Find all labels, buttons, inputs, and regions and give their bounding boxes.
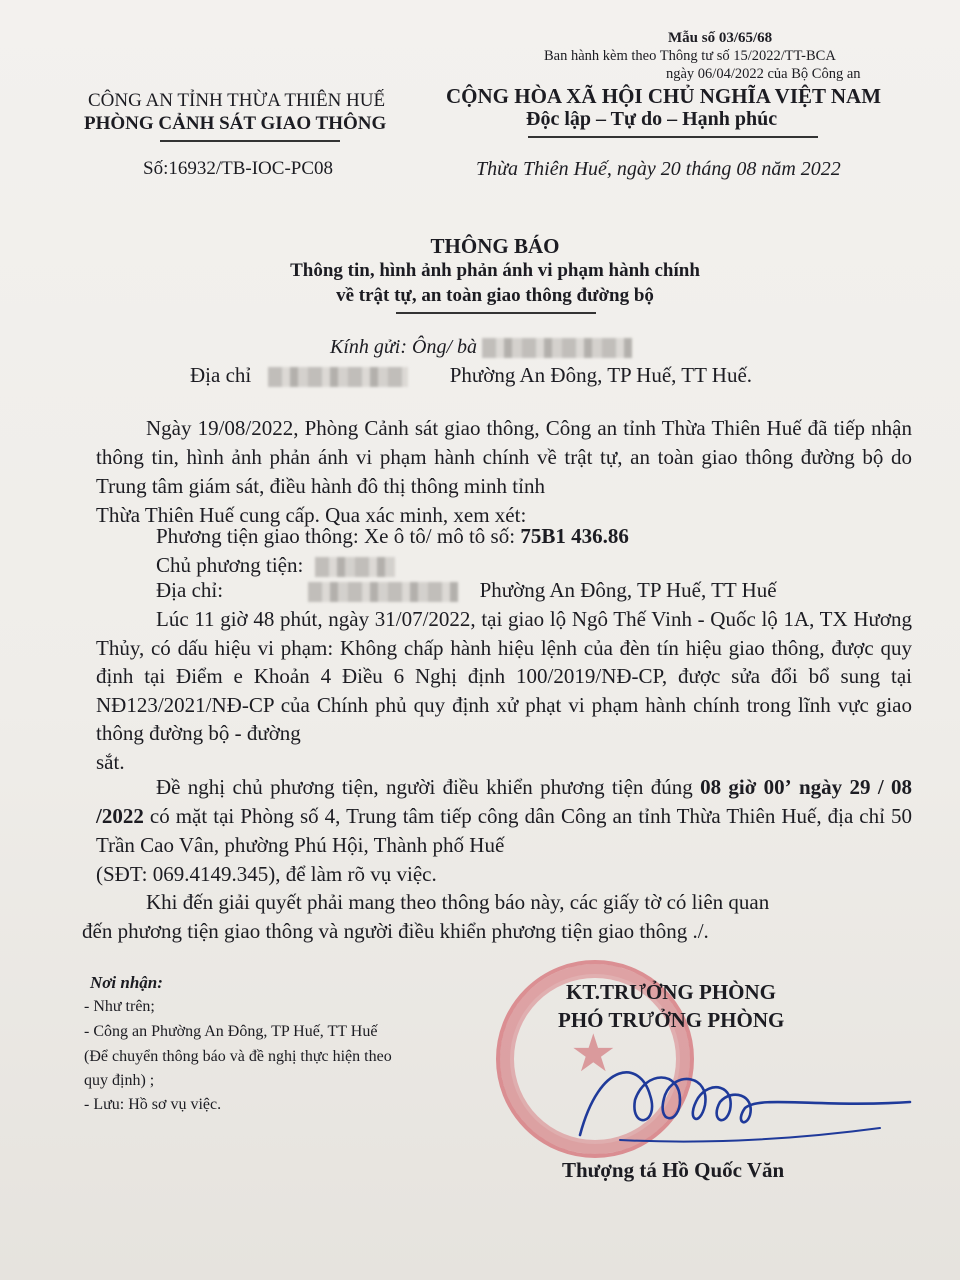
greeting	[330, 336, 632, 359]
recipient-address	[190, 363, 752, 388]
signature-title-1: KT.TRƯỞNG PHÒNG	[566, 980, 776, 1004]
form-issued-line1: Ban hành kèm theo Thông tư số 15/2022/TT-BCA	[544, 48, 836, 64]
vehicle-plate: 75B1 436.86	[520, 524, 629, 548]
signer-name: Thượng tá Hồ Quốc Văn	[562, 1158, 785, 1182]
notice-subtitle-1: Thông tin, hình ảnh phản ánh vi phạm hành chính	[290, 260, 700, 281]
redacted-name	[482, 338, 632, 358]
redacted-owner-address	[308, 582, 458, 602]
paragraph-2-text: Lúc 11 giờ 48 phút, ngày 31/07/2022, tại giao lộ Ngô Thế Vinh - Quốc lộ 1A, TX Hương Thủy, có dấu hiệu vi phạm: Không chấp hành hiệu lệnh của đèn tín hiệu giao thông, được quy định tại Điểm e Khoản 4 Điều 6 Nghị định 100/2019/NĐ-CP, được sửa đổi bổ sung tại NĐ123/2021/NĐ-CP của Chính phủ quy định xử phạt vi phạm hành chính trong lĩnh vực giao thông đường bộ - đường	[96, 607, 912, 745]
stamp-star-icon: ★	[570, 1026, 617, 1083]
owner-address-line	[156, 578, 777, 603]
document-number: Số:16932/TB-IOC-PC08	[143, 158, 334, 179]
nation-title: CỘNG HÒA XÃ HỘI CHỦ NGHĨA VIỆT NAM	[446, 84, 882, 108]
owner-address-label: Địa chỉ:	[156, 578, 224, 602]
paragraph-4-last: đến phương tiện giao thông và người điều khiển phương tiện giao thông ./.	[82, 919, 709, 943]
owner-line	[156, 553, 395, 578]
greeting-text: Kính gửi: Ông/ bà	[330, 336, 478, 358]
vehicle-line	[156, 524, 629, 549]
paragraph-2-last: sắt.	[96, 749, 125, 774]
owner-address-value: Phường An Đông, TP Huế, TT Huế	[479, 578, 777, 602]
recipients-item-5: - Lưu: Hồ sơ vụ việc.	[84, 1096, 222, 1113]
owner-label: Chủ phương tiện:	[156, 553, 304, 577]
handwritten-signature	[560, 1040, 920, 1150]
paragraph-1-text: Ngày 19/08/2022, Phòng Cảnh sát giao thông, Công an tỉnh Thừa Thiên Huế đã tiếp nhận thông tin, hình ảnh phản ánh vi phạm hành chính về trật tự, an toàn giao thông đường bộ do Trung tâm giám sát, điều hành đô thị thông minh tỉnh	[96, 416, 912, 498]
place-date: Thừa Thiên Huế, ngày 20 tháng 08 năm 2022	[476, 158, 841, 180]
org-name-2: PHÒNG CẢNH SÁT GIAO THÔNG	[84, 113, 387, 134]
redacted-address	[268, 367, 408, 387]
recipients-item-2: - Công an Phường An Đông, TP Huế, TT Huế	[84, 1023, 378, 1040]
notice-subtitle-2: về trật tự, an toàn giao thông đường bộ	[336, 285, 654, 306]
paragraph-3	[96, 773, 912, 889]
paragraph-1-last: Thừa Thiên Huế cung cấp. Qua xác minh, xem xét:	[96, 503, 527, 527]
recipients-item-1: - Như trên;	[84, 998, 155, 1015]
recipients-item-4: quy định) ;	[84, 1072, 155, 1089]
paragraph-1	[96, 414, 912, 530]
paragraph-4: Khi đến giải quyết phải mang theo thông báo này, các giấy tờ có liên quan	[146, 890, 770, 914]
org-name-1: CÔNG AN TỈNH THỪA THIÊN HUẾ	[88, 90, 386, 111]
paragraph-2	[96, 605, 912, 776]
org-underline	[160, 140, 340, 142]
nation-motto: Độc lập – Tự do – Hạnh phúc	[526, 108, 778, 130]
paragraph-3-a: Đề nghị chủ phương tiện, người điều khiển phương tiện đúng	[156, 775, 701, 799]
form-code: Mẫu số 03/65/68	[668, 30, 773, 46]
appointment-date: ngày 29 / 08 /2022	[96, 775, 912, 828]
paragraph-3-last: (SĐT: 069.4149.345), để làm rõ vụ việc.	[96, 862, 437, 886]
address-value: Phường An Đông, TP Huế, TT Huế.	[449, 363, 753, 387]
signature-title-2: PHÓ TRƯỞNG PHÒNG	[558, 1008, 785, 1032]
form-issued-line2: ngày 06/04/2022 của Bộ Công an	[666, 66, 861, 82]
motto-underline	[528, 136, 818, 138]
recipients-item-3: (Để chuyển thông báo và đề nghị thực hiện theo	[84, 1048, 392, 1065]
address-label: Địa chỉ	[190, 363, 252, 387]
appointment-time: 08 giờ 00’	[700, 775, 792, 799]
title-underline	[396, 312, 596, 314]
redacted-owner	[315, 557, 395, 577]
paragraph-3-b: có mặt tại Phòng số 4, Trung tâm tiếp công dân Công an tỉnh Thừa Thiên Huế, địa chỉ 50 Trần Cao Vân, phường Phú Hội, Thành phố Huế	[96, 804, 912, 857]
recipients-heading: Nơi nhận:	[90, 973, 163, 992]
vehicle-label: Phương tiện giao thông: Xe ô tô/ mô tô số:	[156, 524, 521, 548]
notice-title: THÔNG BÁO	[430, 234, 560, 258]
